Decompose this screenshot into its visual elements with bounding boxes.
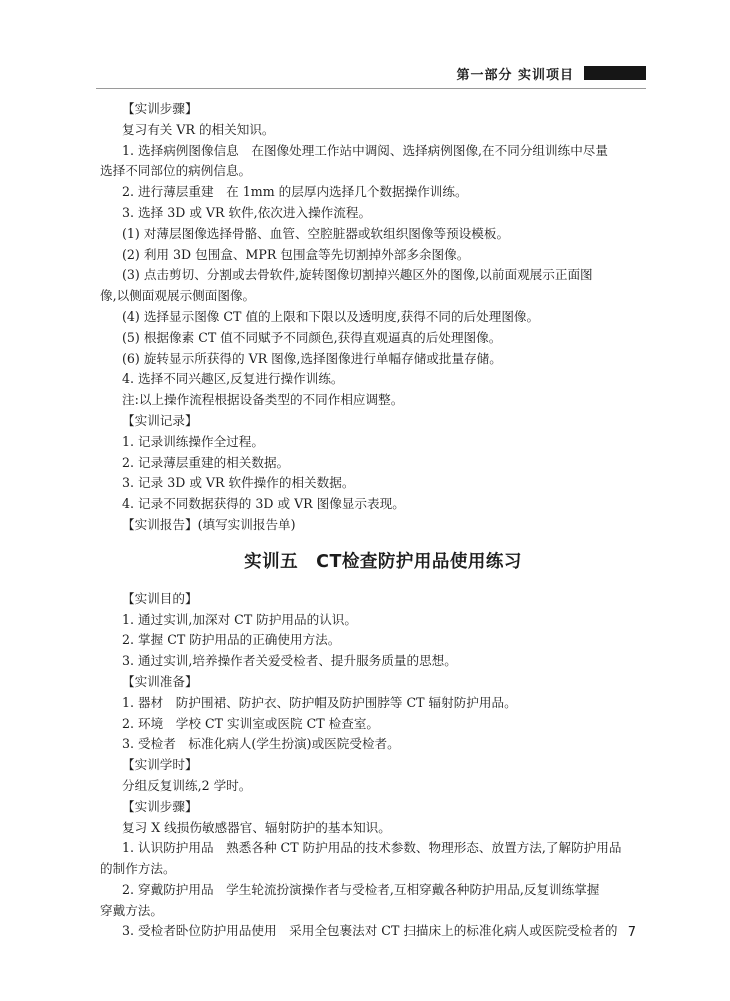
text-line: 1. 记录训练操作全过程。: [122, 433, 264, 449]
text-line: (6) 旋转显示所获得的 VR 图像,选择图像进行单幅存储或批量存储。: [122, 350, 502, 366]
text-line: 【实训步骤】: [122, 101, 198, 116]
text-line: (3) 点击剪切、分割或去骨软件,旋转图像切割掉兴趣区外的图像,以前面观展示正面图: [122, 267, 593, 283]
text-line: 复习有关 VR 的相关知识。: [122, 121, 275, 137]
text-line: 【实训记录】: [122, 412, 198, 428]
previous-section-steps: [100, 99, 644, 536]
page-number: 7: [627, 925, 636, 940]
text-line: 4. 记录不同数据获得的 3D 或 VR 图像显示表现。: [122, 496, 405, 512]
text-line: (1) 对薄层图像选择骨骼、血管、空腔脏器或软组织图像等预设模板。: [122, 225, 510, 241]
text-line: 2. 环境 学校 CT 实训室或医院 CT 检查室。: [122, 715, 380, 731]
text-line: 分组反复训练,2 学时。: [122, 777, 252, 793]
text-line: 1. 器材 防护围裙、防护衣、防护帽及防护围脖等 CT 辐射防护用品。: [122, 694, 517, 710]
page-body: [100, 99, 644, 942]
text-line: 3. 受检者 标准化病人(学生扮演)或医院受检者。: [122, 736, 400, 752]
text-line: 1. 通过实训,加深对 CT 防护用品的认识。: [122, 611, 357, 627]
text-line: 选择不同部位的病例信息。: [100, 163, 252, 179]
text-line: 【实训报告】(填写实训报告单): [122, 516, 296, 532]
text-line: 1. 认识防护用品 熟悉各种 CT 防护用品的技术参数、物理形态、放置方法,了解防护用品: [122, 840, 622, 856]
text-line: 复习 X 线损伤敏感器官、辐射防护的基本知识。: [122, 819, 391, 835]
text-line: 1. 选择病例图像信息 在图像处理工作站中调阅、选择病例图像,在不同分组训练中尽量: [122, 142, 608, 158]
text-line: 【实训学时】: [122, 757, 198, 773]
text-line: 3. 通过实训,培养操作者关爱受检者、提升服务质量的思想。: [122, 653, 457, 669]
text-line: 注:以上操作流程根据设备类型的不同作相应调整。: [122, 392, 404, 408]
text-line: 穿戴方法。: [100, 902, 163, 918]
text-line: 2. 穿戴防护用品 学生轮流扮演操作者与受检者,互相穿戴各种防护用品,反复训练掌握: [122, 881, 600, 897]
text-line: 2. 掌握 CT 防护用品的正确使用方法。: [122, 632, 341, 648]
text-line: 4. 选择不同兴趣区,反复进行操作训练。: [122, 371, 344, 387]
section-title: 实训五 CT检查防护用品使用练习: [244, 551, 522, 572]
text-line: 3. 记录 3D 或 VR 软件操作的相关数据。: [122, 475, 355, 491]
text-line: 2. 记录薄层重建的相关数据。: [122, 454, 290, 470]
text-line: 像,以侧面观展示侧面图像。: [100, 288, 256, 304]
text-line: 【实训目的】: [122, 590, 198, 606]
text-line: 3. 选择 3D 或 VR 软件,依次进入操作流程。: [122, 204, 372, 220]
text-line: 2. 进行薄层重建 在 1mm 的层厚内选择几个数据操作训练。: [122, 184, 468, 200]
text-line: 的制作方法。: [100, 861, 176, 877]
text-line: (5) 根据像素 CT 值不同赋予不同颜色,获得直观逼真的后处理图像。: [122, 329, 502, 345]
text-line: 【实训准备】: [122, 673, 198, 689]
header-black-bar: [584, 66, 646, 80]
text-line: 3. 受检者卧位防护用品使用 采用全包裹法对 CT 扫描床上的标准化病人或医院受检者的: [122, 923, 618, 939]
text-line: 【实训步骤】: [122, 798, 198, 814]
text-line: (2) 利用 3D 包围盒、MPR 包围盒等先切割掉外部多余图像。: [122, 246, 470, 262]
running-header-title: 第一部分 实训项目: [456, 67, 574, 83]
section-five-body: [100, 589, 644, 943]
running-header: [96, 62, 646, 84]
header-rule: [96, 88, 646, 89]
text-line: (4) 选择显示图像 CT 值的上限和下限以及透明度,获得不同的后处理图像。: [122, 308, 540, 324]
